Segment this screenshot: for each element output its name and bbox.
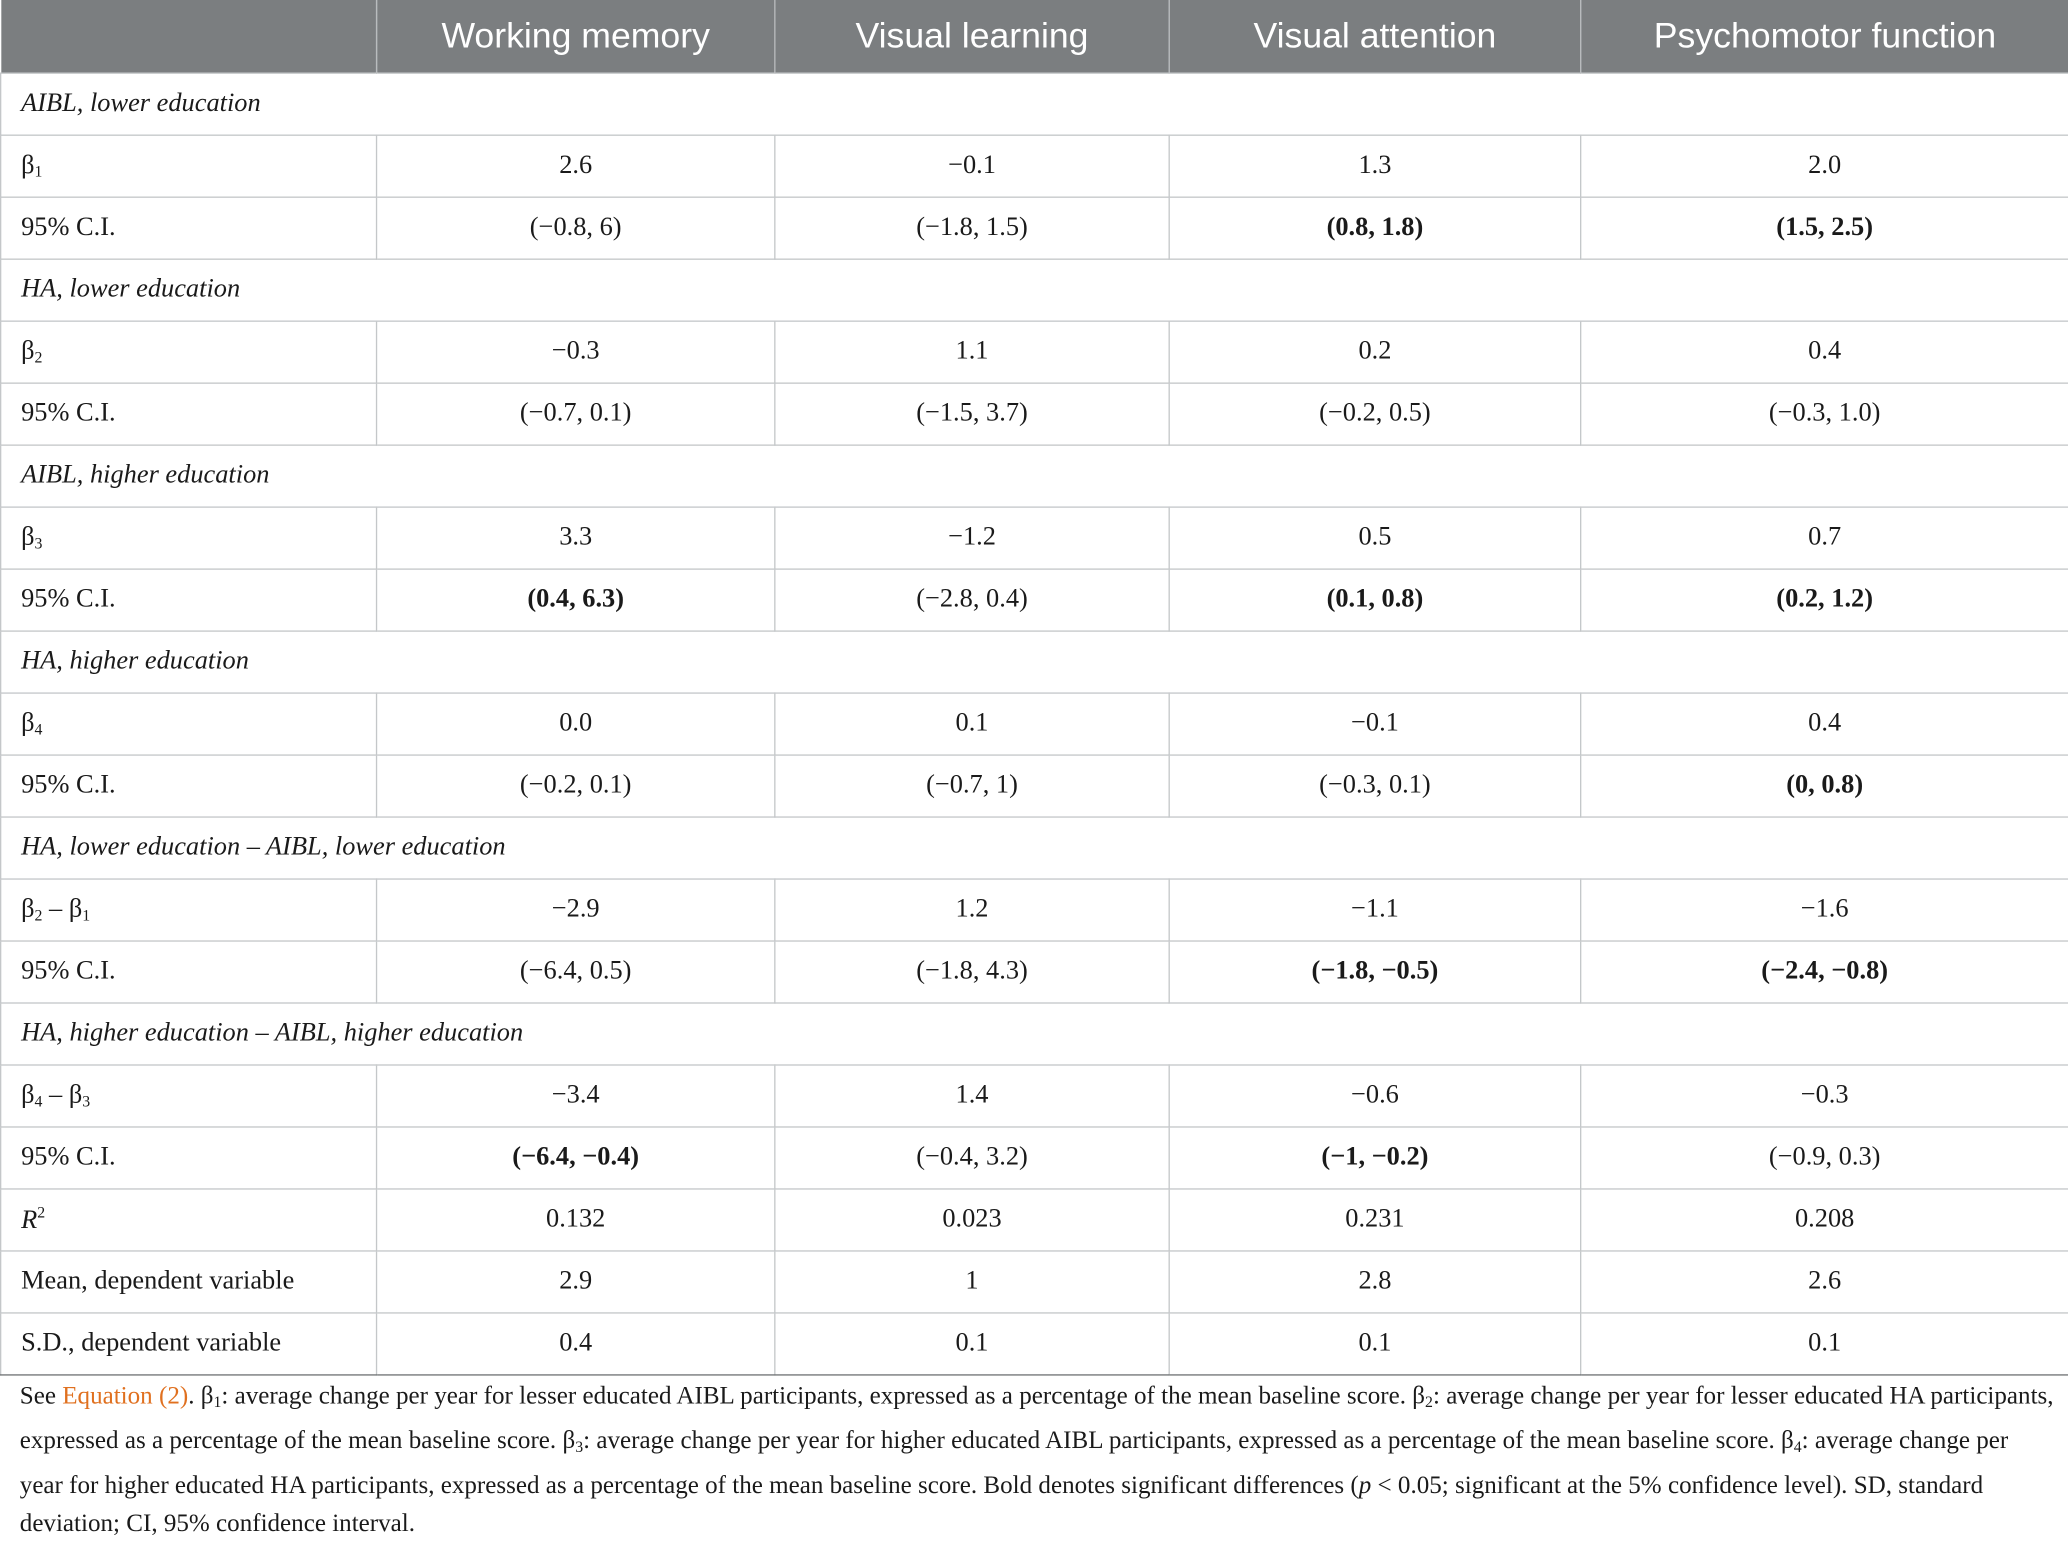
section-title: AIBL, lower education <box>1 73 2068 135</box>
column-header: Visual attention <box>1169 0 1580 73</box>
value-cell: (−0.3, 0.1) <box>1169 754 1580 816</box>
beta-2-symbol: $\beta_2$ <box>1412 1382 1433 1412</box>
value-cell: (−0.2, 0.1) <box>377 754 775 816</box>
section-header-row <box>1 73 2068 135</box>
table-row <box>1 1312 2068 1374</box>
section-header-row <box>1 816 2068 878</box>
table-row <box>1 940 2068 1002</box>
row-label: S.D., dependent variable <box>1 1312 377 1374</box>
value-cell: (0.8, 1.8) <box>1169 197 1580 259</box>
table-row <box>1 135 2068 197</box>
value-cell: 2.8 <box>1169 1250 1580 1312</box>
value-cell: 1.4 <box>775 1064 1169 1126</box>
beta-3-symbol: $\beta_3$ <box>562 1427 584 1457</box>
row-label: 95% C.I. <box>1 197 377 259</box>
table-row <box>1 320 2068 382</box>
section-title: AIBL, higher education <box>1 444 2068 506</box>
beta-1-definition: : average change per year for lesser educated AIBL participants, expressed as a percentage of the mean baseline score. <box>221 1382 1413 1410</box>
equation-link[interactable]: Equation (2) <box>62 1382 189 1410</box>
value-cell: −0.1 <box>775 135 1169 197</box>
section-header-row <box>1 259 2068 321</box>
table-row <box>1 506 2068 568</box>
value-cell: (−0.7, 1) <box>775 754 1169 816</box>
value-cell: −1.2 <box>775 506 1169 568</box>
header-cell-blank <box>1 0 377 73</box>
value-cell: 0.4 <box>1581 692 2068 754</box>
value-cell: 1.3 <box>1169 135 1580 197</box>
value-cell: (−2.4, −0.8) <box>1581 940 2068 1002</box>
table-row <box>1 878 2068 940</box>
row-label: $\beta_4$ <box>1 692 377 754</box>
value-cell: 0.1 <box>775 1312 1169 1374</box>
row-label: 95% C.I. <box>1 382 377 444</box>
table-row <box>1 754 2068 816</box>
value-cell: 2.0 <box>1581 135 2068 197</box>
value-cell: (−0.4, 3.2) <box>775 1126 1169 1188</box>
value-cell: 0.023 <box>775 1188 1169 1250</box>
value-cell: (−0.7, 0.1) <box>377 382 775 444</box>
value-cell: −0.3 <box>1581 1064 2068 1126</box>
column-header: Psychomotor function <box>1581 0 2068 73</box>
row-label: $\beta_2 - \beta_1$ <box>1 878 377 940</box>
section-header-row <box>1 444 2068 506</box>
value-cell: 3.3 <box>377 506 775 568</box>
value-cell: (−2.8, 0.4) <box>775 568 1169 630</box>
row-label: 95% C.I. <box>1 568 377 630</box>
value-cell: 0.0 <box>377 692 775 754</box>
value-cell: (0.4, 6.3) <box>377 568 775 630</box>
beta-2-definition: : average change per year for lesser educated HA participants, expressed as a percentage of the mean baseline score. <box>19 1382 2054 1455</box>
section-header-row <box>1 630 2068 692</box>
value-cell: (0, 0.8) <box>1581 754 2068 816</box>
table-row <box>1 568 2068 630</box>
value-cell: 2.6 <box>1581 1250 2068 1312</box>
table-body <box>1 73 2068 1375</box>
value-cell: (−1.5, 3.7) <box>775 382 1169 444</box>
value-cell: (1.5, 2.5) <box>1581 197 2068 259</box>
value-cell: 0.1 <box>1581 1312 2068 1374</box>
value-cell: 1.1 <box>775 320 1169 382</box>
value-cell: −2.9 <box>377 878 775 940</box>
section-title: HA, lower education <box>1 259 2068 321</box>
value-cell: 0.1 <box>1169 1312 1580 1374</box>
value-cell: (−6.4, −0.4) <box>377 1126 775 1188</box>
value-cell: 0.4 <box>1581 320 2068 382</box>
row-label: 95% C.I. <box>1 1126 377 1188</box>
table-row <box>1 692 2068 754</box>
footnote-tail: < 0.05; significant at the 5% confidence level). SD, standard deviation; CI, 95% confidence interval. <box>19 1471 1984 1538</box>
row-label: $\beta_3$ <box>1 506 377 568</box>
beta-3-definition: : average change per year for higher educated AIBL participants, expressed as a percentage of the mean baseline score. <box>583 1427 1781 1455</box>
value-cell: 0.5 <box>1169 506 1580 568</box>
value-cell: 0.1 <box>775 692 1169 754</box>
value-cell: 0.2 <box>1169 320 1580 382</box>
value-cell: 0.132 <box>377 1188 775 1250</box>
value-cell: (−0.3, 1.0) <box>1581 382 2068 444</box>
value-cell: (−0.2, 0.5) <box>1169 382 1580 444</box>
value-cell: (−1, −0.2) <box>1169 1126 1580 1188</box>
value-cell: 1.2 <box>775 878 1169 940</box>
value-cell: 0.4 <box>377 1312 775 1374</box>
column-header: Visual learning <box>775 0 1169 73</box>
table-row <box>1 382 2068 444</box>
section-title: HA, higher education – AIBL, higher education <box>1 1002 2068 1064</box>
value-cell: −1.1 <box>1169 878 1580 940</box>
row-label: 95% C.I. <box>1 754 377 816</box>
value-cell: 2.6 <box>377 135 775 197</box>
row-label: $\beta_2$ <box>1 320 377 382</box>
row-label: $\beta_1$ <box>1 135 377 197</box>
value-cell: −3.4 <box>377 1064 775 1126</box>
value-cell: (−1.8, 4.3) <box>775 940 1169 1002</box>
value-cell: −0.6 <box>1169 1064 1580 1126</box>
value-cell: −0.1 <box>1169 692 1580 754</box>
table-footnote <box>20 1377 2058 1543</box>
section-title: HA, lower education – AIBL, lower education <box>1 816 2068 878</box>
value-cell: (−0.9, 0.3) <box>1581 1126 2068 1188</box>
beta-1-symbol: $\beta_1$ <box>200 1382 222 1412</box>
value-cell: (−1.8, 1.5) <box>775 197 1169 259</box>
value-cell: (−0.8, 6) <box>377 197 775 259</box>
value-cell: (−1.8, −0.5) <box>1169 940 1580 1002</box>
table-row <box>1 197 2068 259</box>
value-cell: (−6.4, 0.5) <box>377 940 775 1002</box>
row-label: $\beta_4 - \beta_3$ <box>1 1064 377 1126</box>
row-label: $R^2$ <box>1 1188 377 1250</box>
section-title: HA, higher education <box>1 630 2068 692</box>
beta-4-definition: : average change per year for higher educated HA participants, expressed as a percentage of the mean baseline score. Bold denotes significant differences ( <box>19 1427 2009 1500</box>
value-cell: 0.231 <box>1169 1188 1580 1250</box>
column-header: Working memory <box>377 0 775 73</box>
p-value-symbol: p <box>1358 1471 1372 1500</box>
value-cell: 0.208 <box>1581 1188 2068 1250</box>
table-row <box>1 1250 2068 1312</box>
table-row <box>1 1064 2068 1126</box>
value-cell: −1.6 <box>1581 878 2068 940</box>
section-header-row <box>1 1002 2068 1064</box>
value-cell: −0.3 <box>377 320 775 382</box>
value-cell: 1 <box>775 1250 1169 1312</box>
value-cell: (0.2, 1.2) <box>1581 568 2068 630</box>
row-label: 95% C.I. <box>1 940 377 1002</box>
beta-4-symbol: $\beta_4$ <box>1780 1427 1802 1457</box>
value-cell: 2.9 <box>377 1250 775 1312</box>
value-cell: 0.7 <box>1581 506 2068 568</box>
table-row <box>1 1126 2068 1188</box>
table-row <box>1 1188 2068 1250</box>
table-header-row <box>1 0 2068 73</box>
footnote-prefix: See <box>19 1382 63 1410</box>
row-label: Mean, dependent variable <box>1 1250 377 1312</box>
value-cell: (0.1, 0.8) <box>1169 568 1580 630</box>
footnote-period: . <box>188 1382 201 1410</box>
